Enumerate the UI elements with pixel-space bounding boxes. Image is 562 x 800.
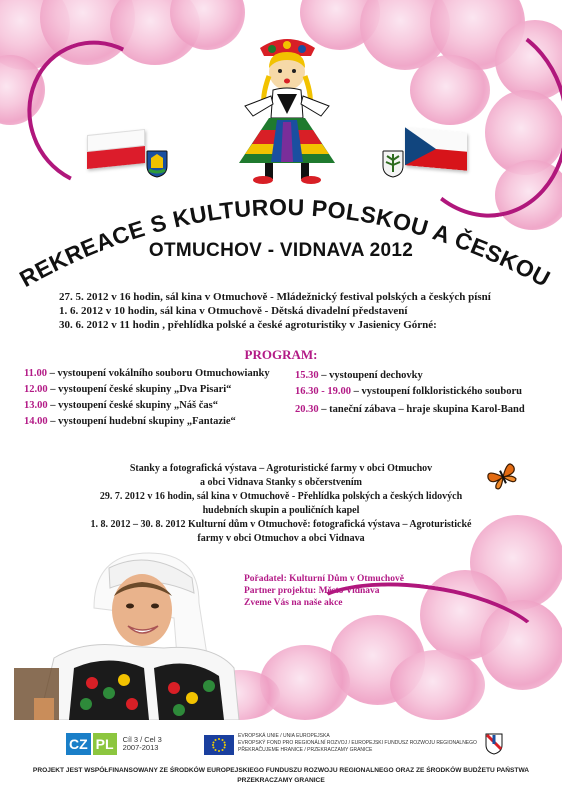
organizer-line: Pořadatel: Kulturní Dům v Otmuchově (244, 574, 404, 584)
program-time: 12.00 (24, 384, 48, 395)
folk-girl-photo (14, 548, 250, 720)
cil-line1: Cíl 3 / Cel 3 (122, 735, 162, 744)
info-line: a obci Vidnava Stanky s občerstvením (200, 477, 362, 488)
program-time: 16.30 - 19.00 (295, 386, 351, 397)
program-time: 14.00 (24, 416, 48, 427)
eu-line1: EVROPSKÁ UNIE / UNIA EUROPEJSKA (238, 733, 330, 739)
program-title: PROGRAM: (244, 347, 318, 362)
organizer-line: Zveme Vás na naše akce (244, 598, 343, 608)
info-line: hudebních skupin a pouličních kapel (202, 505, 360, 516)
info-line: farmy v obci Otmuchov a obci Vidnava (197, 533, 365, 544)
program-text: – vystoupení vokálního souboru Otmuchowianky (47, 368, 270, 379)
program-text: – vystoupení folkloristického souboru (351, 386, 522, 397)
main-title: REKREACE S KULTUROU POLSKOU A ČESKOU (15, 193, 555, 290)
cil-line2: 2007-2013 (122, 743, 159, 752)
footer-line: PROJEKT JEST WSPÓŁFINANSOWANY ZE ŚRODKÓW EUROPEJSKIEGO FUNDUSZU ROZWOJU REGIONALNEGO ORAZ ZE ŚRODKÓW BUDŻETU PAŃSTWA (32, 767, 530, 774)
program-item (24, 383, 231, 396)
eu-line3: PŘEKRAČUJEME HRANICE / PRZEKRACZAMY GRANICE (238, 747, 373, 753)
info-line: Stanky a fotografická výstava – Agroturistické farmy v obci Otmuchov (129, 463, 433, 474)
program-time: 11.00 (24, 368, 48, 379)
program-item (295, 369, 423, 382)
info-line: 1. 8. 2012 – 30. 8. 2012 Kulturní dům v Otmuchově: fotografická výstava – Agroturistické (90, 519, 472, 530)
program-item (295, 403, 525, 416)
program-text: – taneční zábava – hraje skupina Karol-Band (318, 404, 525, 415)
region-crest-icon (485, 733, 503, 755)
footer-line: PRZEKRACZAMY GRANICE (237, 777, 325, 784)
czpl-logo-cz: CZ (66, 733, 91, 755)
program-text: – vystoupení české skupiny „Náš čas“ (47, 400, 218, 411)
event-line: 1. 6. 2012 v 10 hodin, sál kina v Otmuchově - Dětská divadelní představení (59, 305, 408, 317)
program-time: 15.30 (295, 370, 319, 381)
program-item (295, 385, 522, 398)
eu-logo-text (238, 733, 477, 754)
program-text: – vystoupení hudební skupiny „Fantazie“ (47, 416, 236, 427)
cil-logo-text (123, 736, 162, 752)
czpl-logo-pl: PL (93, 733, 117, 755)
event-line: 27. 5. 2012 v 16 hodin, sál kina v Otmuchově - Mládežnický festival polských a českých písní (59, 291, 491, 303)
program-time: 13.00 (24, 400, 48, 411)
organizer-line: Partner projektu: Město Vidnava (244, 586, 380, 596)
subtitle: OTMUCHOV - VIDNAVA 2012 (148, 240, 414, 261)
program-text: – vystoupení české skupiny „Dva Pisari“ (47, 384, 232, 395)
program-item (24, 415, 236, 428)
event-line: 30. 6. 2012 v 11 hodin , přehlídka polské a české agroturistiky v Jasienicy Górné: (59, 319, 437, 331)
czpl-logo (66, 733, 162, 755)
program-item (24, 367, 270, 380)
eu-line2: EVROPSKÝ FOND PRO REGIONÁLNÍ ROZVOJ / EUROPEJSKI FUNDUSZ ROZWOJU REGIONALNEGO (238, 740, 477, 746)
eu-flag-icon (204, 735, 234, 755)
program-time: 20.30 (295, 404, 319, 415)
info-line: 29. 7. 2012 v 16 hodin, sál kina v Otmuchově - Přehlídka polských a českých lidových (99, 491, 463, 502)
program-text: – vystoupení dechovky (318, 370, 423, 381)
program-item (24, 399, 218, 412)
